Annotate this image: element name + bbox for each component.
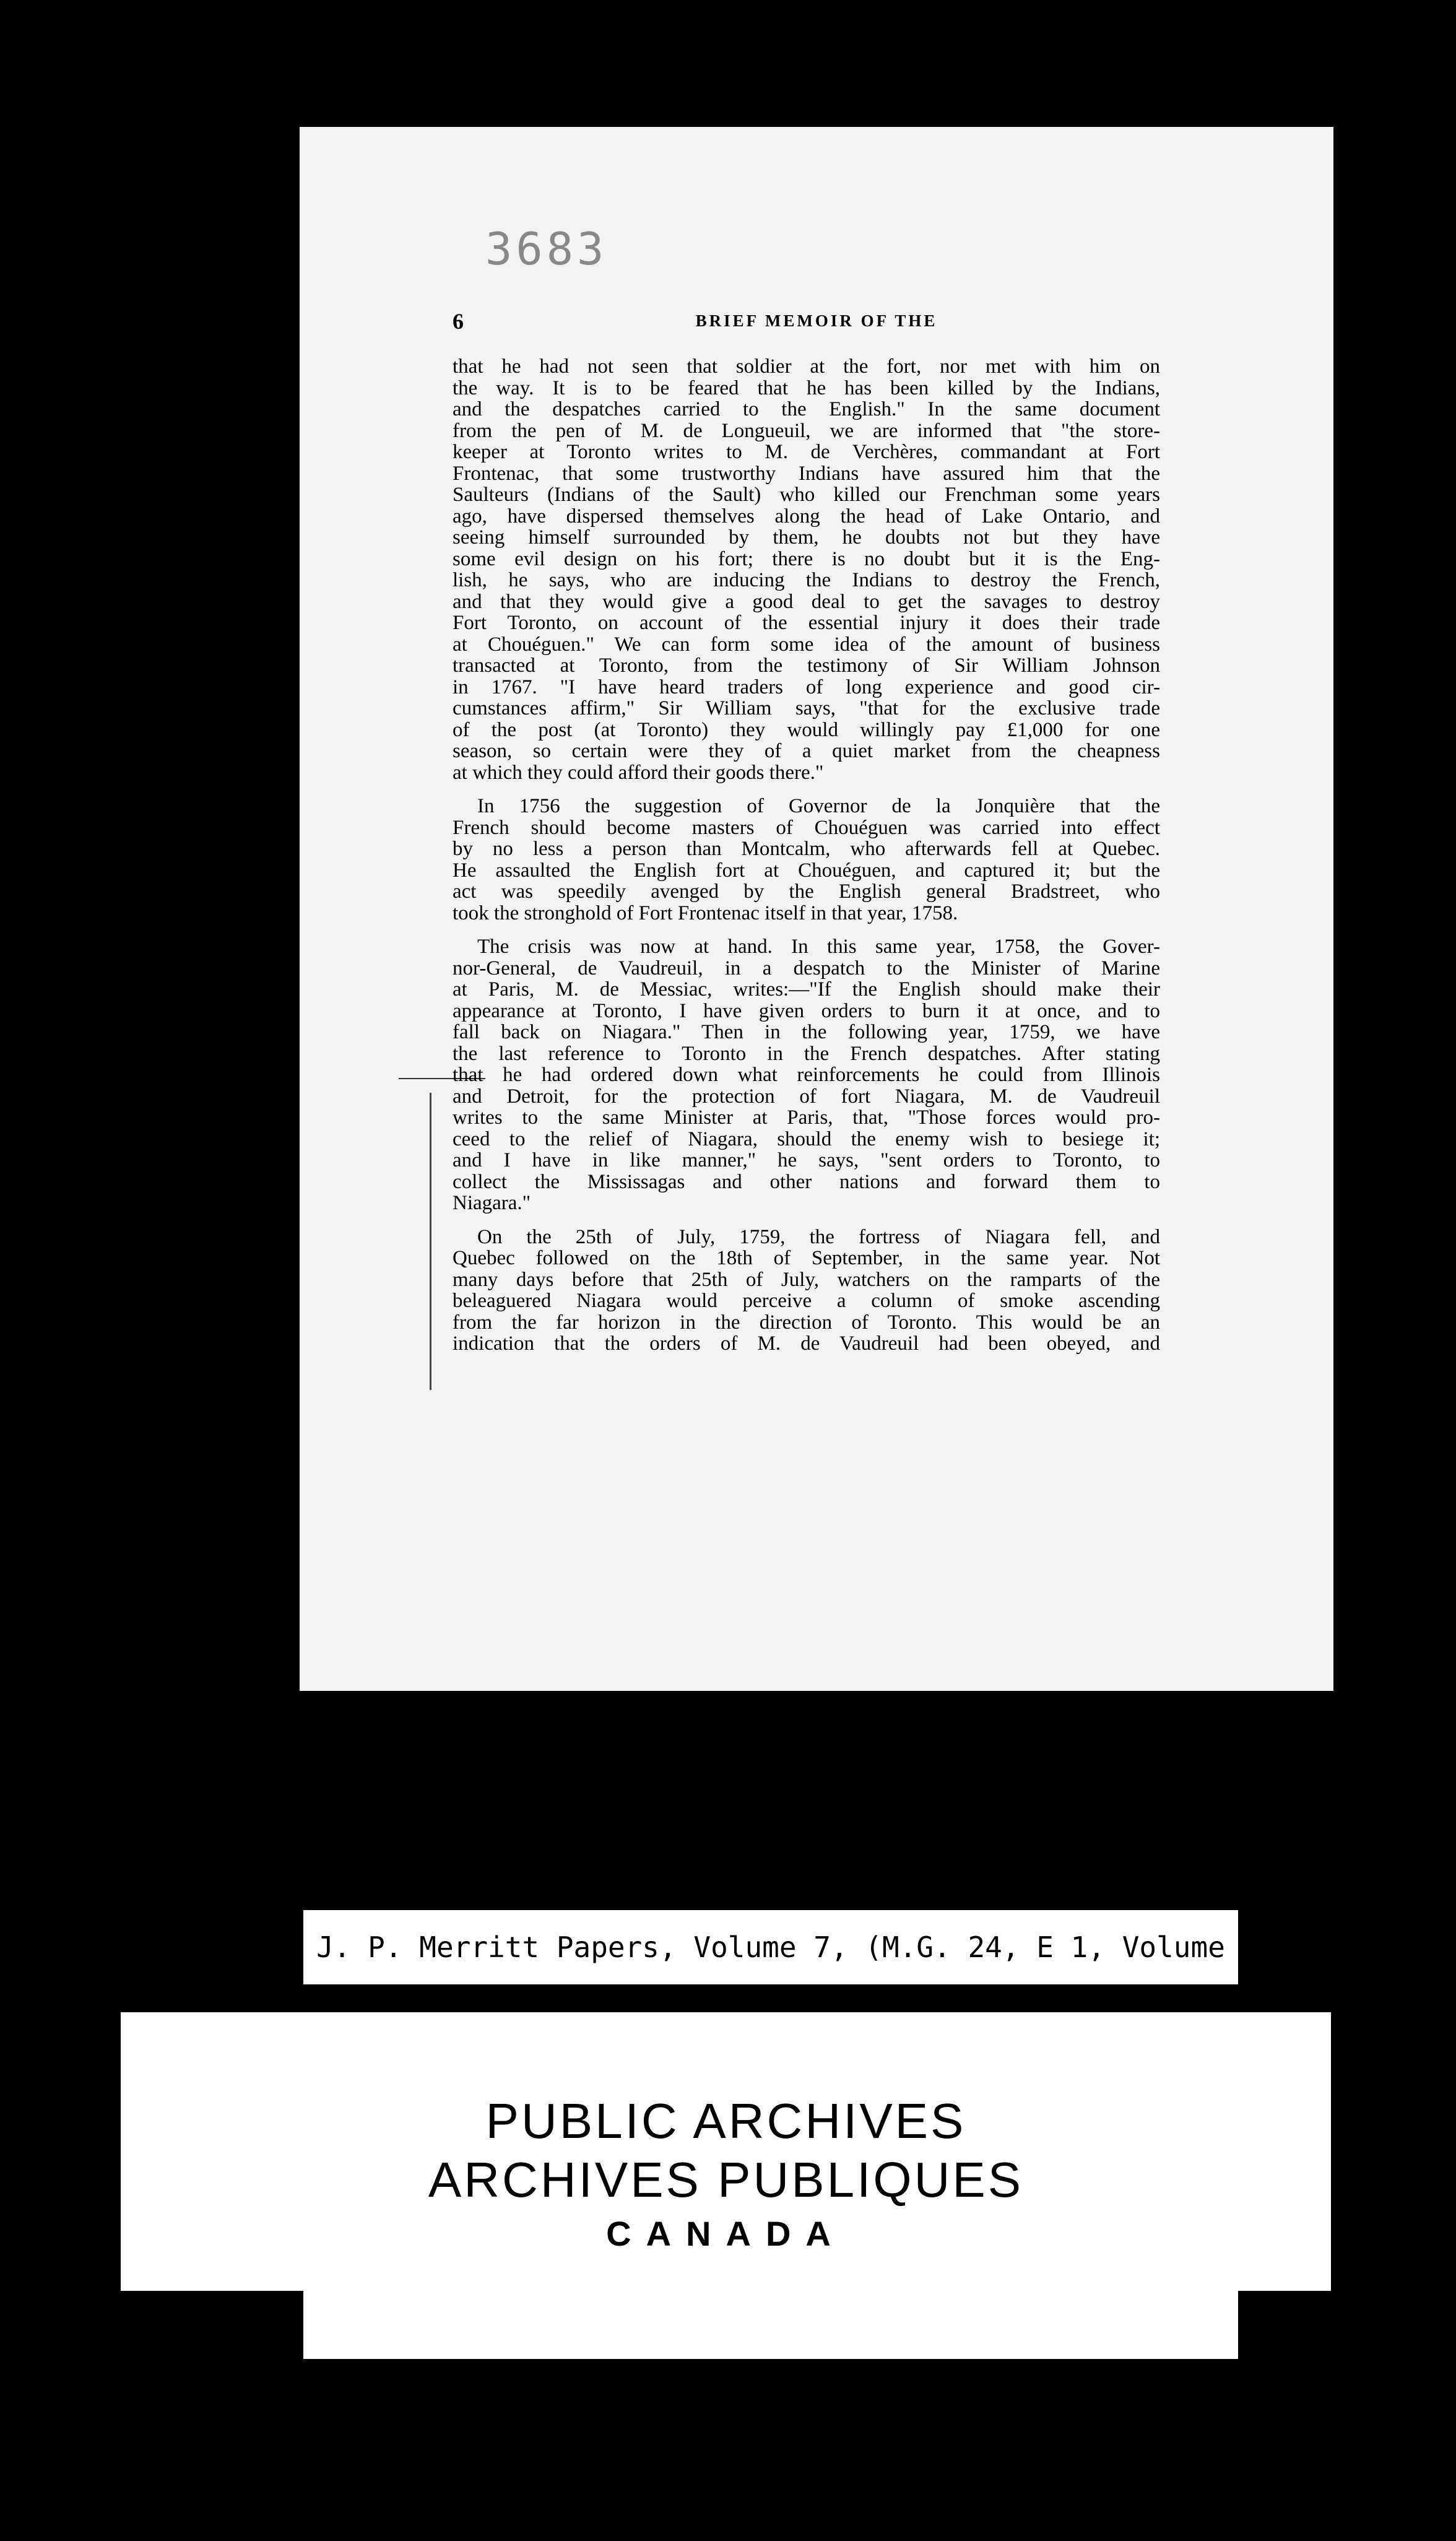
text-line: that he had not seen that soldier at the fort, nor met with him on — [453, 355, 1160, 378]
text-line: some evil design on his fort; there is no doubt but it is the Eng- — [453, 547, 1160, 570]
text-line: many days before that 25th of July, watchers on the ramparts of the — [453, 1268, 1160, 1291]
text-line: act was speedily avenged by the English general Bradstreet, who — [453, 880, 1160, 903]
text-line: The crisis was now at hand. In this same year, 1758, the Gover- — [477, 936, 1160, 958]
text-line: lish, he says, who are inducing the Indians to destroy the French, — [453, 569, 1160, 591]
text-line: keeper at Toronto writes to M. de Verchères, commandant at Fort — [453, 441, 1160, 463]
archives-label-card — [121, 2012, 1331, 2291]
collection-caption: J. P. Merritt Papers, Volume 7, (M.G. 24, E 1, Volume — [303, 1910, 1238, 1984]
text-line: at which they could afford their goods there." — [453, 761, 824, 784]
text-line: fall back on Niagara." Then in the following year, 1759, we have — [453, 1021, 1160, 1043]
text-line: seeing himself surrounded by them, he doubts not but they have — [453, 526, 1160, 549]
text-line: ceed to the relief of Niagara, should the enemy wish to besiege it; — [453, 1127, 1160, 1150]
text-line: nor-General, de Vaudreuil, in a despatch to the Minister of Marine — [453, 957, 1160, 979]
paragraph-2 — [453, 796, 1160, 924]
page-number: 6 — [453, 309, 464, 334]
archives-country: CANADA — [606, 2214, 846, 2253]
text-line: collect the Mississagas and other nations and forward them to — [453, 1170, 1160, 1193]
text-line: Quebec followed on the 18th of September, in the same year. Not — [453, 1247, 1160, 1269]
text-line: and Detroit, for the protection of fort Niagara, M. de Vaudreuil — [453, 1085, 1160, 1108]
running-head: BRIEF MEMOIR OF THE — [695, 311, 938, 330]
document-page — [300, 127, 1333, 1691]
text-line: He assaulted the English fort at Chouéguen, and captured it; but the — [453, 859, 1160, 882]
text-line: cumstances affirm," Sir William says, "that for the exclusive trade — [453, 697, 1160, 719]
text-line: Fort Toronto, on account of the essential injury it does their trade — [453, 612, 1160, 634]
text-line: and I have in like manner," he says, "sent orders to Toronto, to — [453, 1149, 1160, 1171]
text-line: French should become masters of Chouéguen was carried into effect — [453, 816, 1160, 839]
paragraph-1 — [453, 356, 1160, 783]
text-line: beleaguered Niagara would perceive a column of smoke ascending — [453, 1290, 1160, 1312]
text-line: from the pen of M. de Longueuil, we are informed that "the store- — [453, 419, 1160, 442]
archive-stamp-number: 3683 — [485, 223, 608, 275]
text-line: at Chouéguen." We can form some idea of the amount of business — [453, 633, 1160, 656]
text-line: ago, have dispersed themselves along the head of Lake Ontario, and — [453, 505, 1160, 528]
text-line: Frontenac, that some trustworthy Indians have assured him that the — [453, 462, 1160, 485]
archives-title-french: ARCHIVES PUBLIQUES — [428, 2152, 1024, 2207]
text-line: at Paris, M. de Messiac, writes:—"If the English should make their — [453, 978, 1160, 1001]
text-line: On the 25th of July, 1759, the fortress of Niagara fell, and — [477, 1225, 1160, 1248]
text-line: that he had ordered down what reinforcements he could from Illinois — [453, 1064, 1160, 1086]
text-line: Saulteurs (Indians of the Sault) who killed our Frenchman some years — [453, 484, 1160, 506]
margin-pencil-bracket — [430, 1093, 431, 1390]
paragraph-3 — [453, 936, 1160, 1214]
archives-title-english: PUBLIC ARCHIVES — [485, 2093, 966, 2148]
paragraph-4 — [453, 1227, 1160, 1355]
text-line: Niagara." — [453, 1192, 531, 1214]
text-line: the way. It is to be feared that he has been killed by the Indians, — [453, 376, 1160, 399]
text-line: by no less a person than Montcalm, who afterwards fell at Quebec. — [453, 838, 1160, 860]
text-line: in 1767. "I have heard traders of long experience and good cir- — [453, 675, 1160, 698]
body-text — [453, 356, 1160, 1355]
text-line: indication that the orders of M. de Vaudreuil had been obeyed, and — [453, 1332, 1160, 1355]
text-line: the last reference to Toronto in the French despatches. After stating — [453, 1042, 1160, 1065]
text-line: took the stronghold of Fort Frontenac itself in that year, 1758. — [453, 901, 958, 924]
text-line: appearance at Toronto, I have given orders to burn it at once, and to — [453, 999, 1160, 1022]
text-line: writes to the same Minister at Paris, that, "Those forces would pro- — [453, 1106, 1160, 1129]
text-line: and that they would give a good deal to get the savages to destroy — [453, 590, 1160, 613]
card-bottom-strip — [303, 2291, 1238, 2359]
text-line: of the post (at Toronto) they would willingly pay £1,000 for one — [453, 718, 1160, 741]
text-line: and the despatches carried to the English." In the same document — [453, 398, 1160, 420]
text-line: from the far horizon in the direction of Toronto. This would be an — [453, 1311, 1160, 1334]
text-line: In 1756 the suggestion of Governor de la Jonquière that the — [477, 795, 1160, 817]
text-line: season, so certain were they of a quiet market from the cheapness — [453, 740, 1160, 762]
text-line: transacted at Toronto, from the testimony of Sir William Johnson — [453, 654, 1160, 677]
